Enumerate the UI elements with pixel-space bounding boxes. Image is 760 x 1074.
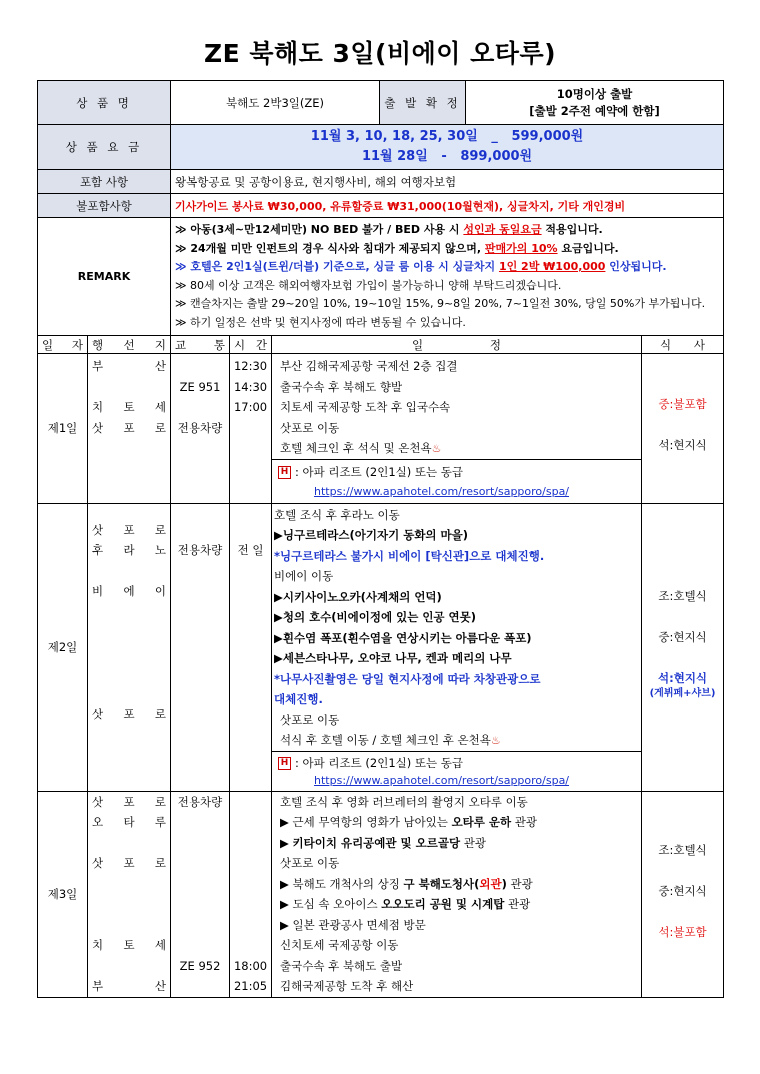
- price-dates-2: 11월 28일: [361, 149, 428, 164]
- col-transport: 교 통: [171, 336, 230, 354]
- day-1-row: [38, 354, 724, 504]
- place: 삿 포 로: [92, 794, 167, 809]
- departure-label: 출 발 확 정: [380, 81, 466, 125]
- meal-dinner: 석:불포함: [658, 924, 707, 939]
- day-1-meals: [642, 354, 724, 504]
- schedule-item: 호텔 조식 후 후라노 이동: [274, 507, 400, 522]
- departure-line-2: [출발 2주전 예약에 한함]: [529, 103, 660, 118]
- day-3-row: [38, 791, 724, 997]
- included-label: 포함 사항: [38, 170, 171, 194]
- meal-dinner: 석:현지식: [658, 438, 707, 452]
- transport-type: 전용차량: [177, 794, 223, 809]
- col-day: 일 자: [38, 336, 88, 354]
- meal-lunch: 중:현지식: [658, 629, 707, 644]
- schedule-item: ▶시키사이노오카(사계채의 언덕): [274, 589, 442, 604]
- schedule-item: 출국수속 후 북해도 출발: [280, 958, 403, 973]
- remark-line-1: ≫ 아동(3세~만12세미만) NO BED 불가 / BED 사용 시 성인과 동일요금 적용입니다.: [175, 223, 603, 236]
- excluded-value: 기사가이드 봉사료 ₩30,000, 유류할증료 ₩31,000(10월현재), 싱글차지, 기타 개인경비: [171, 194, 724, 218]
- hotel-info: H : 아파 리조트 (2인1실) 또는 동급: [272, 462, 641, 483]
- hotel-icon: H: [278, 757, 291, 770]
- remark-line-4: ≫ 80세 이상 고객은 해외여행자보험 가입이 불가능하니 양해 부탁드리겠습니다.: [175, 278, 562, 292]
- remark-label: REMARK: [38, 218, 171, 336]
- schedule-item: 호텔 체크인 후 석식 및 온천욕♨: [280, 441, 442, 455]
- hotel-link[interactable]: https://www.apahotel.com/resort/sapporo/spa/: [314, 485, 570, 498]
- place: 삿 포 로: [92, 522, 167, 537]
- day-2-time: [230, 503, 272, 791]
- schedule-item: ▶닝구르테라스(아기자기 동화의 마을): [274, 528, 469, 542]
- remark-line-6: ≫ 하기 일정은 선박 및 현지사정에 따라 변동될 수 있습니다.: [175, 315, 466, 329]
- schedule-item: 대체진행.: [274, 692, 323, 706]
- col-place: 행 선 지: [88, 336, 171, 354]
- price-dates-1: 11월 3, 10, 18, 25, 30일: [310, 129, 478, 144]
- departure-line-1: 10명이상 출발: [556, 86, 633, 101]
- remark-line-2: ≫ 24개월 미만 인펀트의 경우 식사와 침대가 제공되지 않으며, 판매가의 10% 요금입니다.: [175, 241, 619, 255]
- place: 부 산: [92, 979, 167, 993]
- schedule-item: 석식 후 호텔 이동 / 호텔 체크인 후 온천욕♨: [280, 733, 501, 747]
- col-schedule: 일 정: [272, 336, 642, 354]
- schedule-item: *닝구르테라스 불가시 비에이 [탁신관]으로 대체진행.: [274, 548, 545, 563]
- day-2-label: 제2일: [38, 503, 88, 791]
- remark-line-3: ≫ 호텔은 2인1실(트윈/더블) 기준으로, 싱글 룸 이용 시 싱글차지 1인 2박 ₩100,000 인상됩니다.: [175, 260, 667, 273]
- schedule-item: ▶ 키타이치 유리공예관 및 오르골당 관광: [280, 835, 486, 850]
- column-header-row: [38, 336, 724, 354]
- place: 치 토 세: [92, 938, 167, 952]
- day-3-label: 제3일: [38, 791, 88, 997]
- itinerary-table: [37, 80, 724, 998]
- time: 21:05: [233, 979, 268, 993]
- hot-spring-icon: ♨: [490, 734, 501, 747]
- time: 14:30: [233, 379, 268, 394]
- schedule-item: ▶ 북해도 개척사의 상징 구 북해도청사(외관) 관광: [280, 876, 533, 891]
- hot-spring-icon: ♨: [431, 442, 442, 455]
- remark-line-5: ≫ 캔슬차지는 출발 29~20일 10%, 19~10일 15%, 9~8일 20%, 7~1일전 30%, 당일 50%가 부가됩니다.: [175, 297, 706, 310]
- schedule-item: ▶ 근세 무역항의 영화가 남아있는 오타루 운하 관광: [280, 815, 537, 829]
- schedule-item: 삿포로 이동: [280, 856, 340, 870]
- day-2-row: [38, 503, 724, 791]
- day-2-meals: [642, 503, 724, 791]
- meal-dinner: 석:현지식: [658, 670, 708, 685]
- meal-lunch: 중:현지식: [658, 883, 707, 898]
- schedule-item: 치토세 국제공항 도착 후 입국수속: [280, 400, 451, 414]
- schedule-item: 삿포로 이동: [280, 420, 340, 435]
- day-2-schedule: [272, 503, 642, 791]
- hotel-info: H : 아파 리조트 (2인1실) 또는 동급: [272, 753, 641, 774]
- meal-breakfast: 조:호텔식: [658, 842, 707, 857]
- schedule-item: 부산 김해국제공항 국제선 2층 집결: [280, 359, 458, 373]
- time: 18:00: [233, 958, 268, 973]
- place: 삿 포 로: [92, 420, 167, 435]
- day-1-label: 제1일: [38, 354, 88, 504]
- col-time: 시 간: [230, 336, 272, 354]
- price-dash-2: -: [441, 149, 447, 164]
- time: 12:30: [233, 359, 268, 373]
- day-1-transport: [171, 354, 230, 504]
- day-2-places: [88, 503, 171, 791]
- hotel-icon: H: [278, 466, 291, 479]
- product-value: 북해도 2박3일(ZE): [171, 81, 380, 125]
- day-1-places: [88, 354, 171, 504]
- price-dash-1: _: [491, 129, 498, 144]
- schedule-item: ▶ 도심 속 오아이스 오오도리 공원 및 시계탑 관광: [280, 897, 531, 911]
- schedule-item: 비에이 이동: [274, 569, 334, 583]
- schedule-item: 삿포로 이동: [280, 712, 340, 727]
- day-1-schedule: [272, 354, 642, 504]
- included-value: 왕복항공료 및 공항이용료, 현지행사비, 해외 여행자보험: [171, 170, 724, 194]
- day-3-times: [230, 791, 272, 997]
- day-3-schedule: [272, 791, 642, 997]
- price-value: [171, 125, 724, 170]
- day-1-times: [230, 354, 272, 504]
- col-meal: 식 사: [642, 336, 724, 354]
- place: 치 토 세: [92, 400, 167, 414]
- place: 후 라 노: [92, 543, 167, 557]
- excluded-label: 불포함사항: [38, 194, 171, 218]
- flight-number: ZE 952: [179, 958, 221, 973]
- schedule-item: ▶세븐스타나무, 오야코 나무, 켄과 메리의 나무: [274, 651, 512, 665]
- place: 부 산: [92, 359, 167, 373]
- place: 삿 포 로: [92, 707, 167, 721]
- departure-value: [466, 81, 724, 125]
- schedule-item: 신치토세 국제공항 이동: [280, 938, 399, 952]
- price-amount-1: 599,000원: [511, 129, 584, 144]
- meal-lunch: 중:불포함: [658, 397, 707, 411]
- place: 오 타 루: [92, 815, 167, 829]
- schedule-item: 출국수속 후 북해도 향발: [280, 379, 403, 394]
- place: 삿 포 로: [92, 856, 167, 870]
- schedule-item: *나무사진촬영은 당일 현지사정에 따라 차창관광으로: [274, 671, 541, 686]
- day-2-transport: [171, 503, 230, 791]
- meal-dinner-note: (게뷔페+샤브): [649, 688, 716, 699]
- product-label: 상 품 명: [38, 81, 171, 125]
- day-3-transport: [171, 791, 230, 997]
- transport-type: 전용차량: [177, 420, 223, 435]
- schedule-item: ▶청의 호수(비에이정에 있는 인공 연못): [274, 610, 477, 624]
- schedule-item: 호텔 조식 후 영화 러브레터의 촬영지 오타루 이동: [280, 794, 528, 809]
- schedule-item: ▶ 일본 관광공사 면세점 방문: [280, 917, 426, 932]
- page-title: ZE 북해도 3일(비에이 오타루): [203, 39, 557, 68]
- schedule-item: 김해국제공항 도착 후 해산: [280, 979, 414, 993]
- schedule-item: ▶흰수염 폭포(흰수염을 연상시키는 아름다운 폭포): [274, 630, 532, 645]
- price-label: 상 품 요 금: [38, 125, 171, 170]
- day-3-meals: [642, 791, 724, 997]
- hotel-link[interactable]: https://www.apahotel.com/resort/sapporo/spa/: [314, 774, 570, 787]
- time: 17:00: [233, 400, 268, 414]
- day-3-places: [88, 791, 171, 997]
- transport-type: 전용차량: [177, 542, 223, 557]
- flight-number: ZE 951: [179, 379, 221, 394]
- meal-breakfast: 조:호텔식: [658, 588, 707, 603]
- remark-content: [171, 218, 724, 336]
- time: 전 일: [237, 542, 264, 557]
- place: 비 에 이: [92, 584, 167, 598]
- price-amount-2: 899,000원: [460, 149, 533, 164]
